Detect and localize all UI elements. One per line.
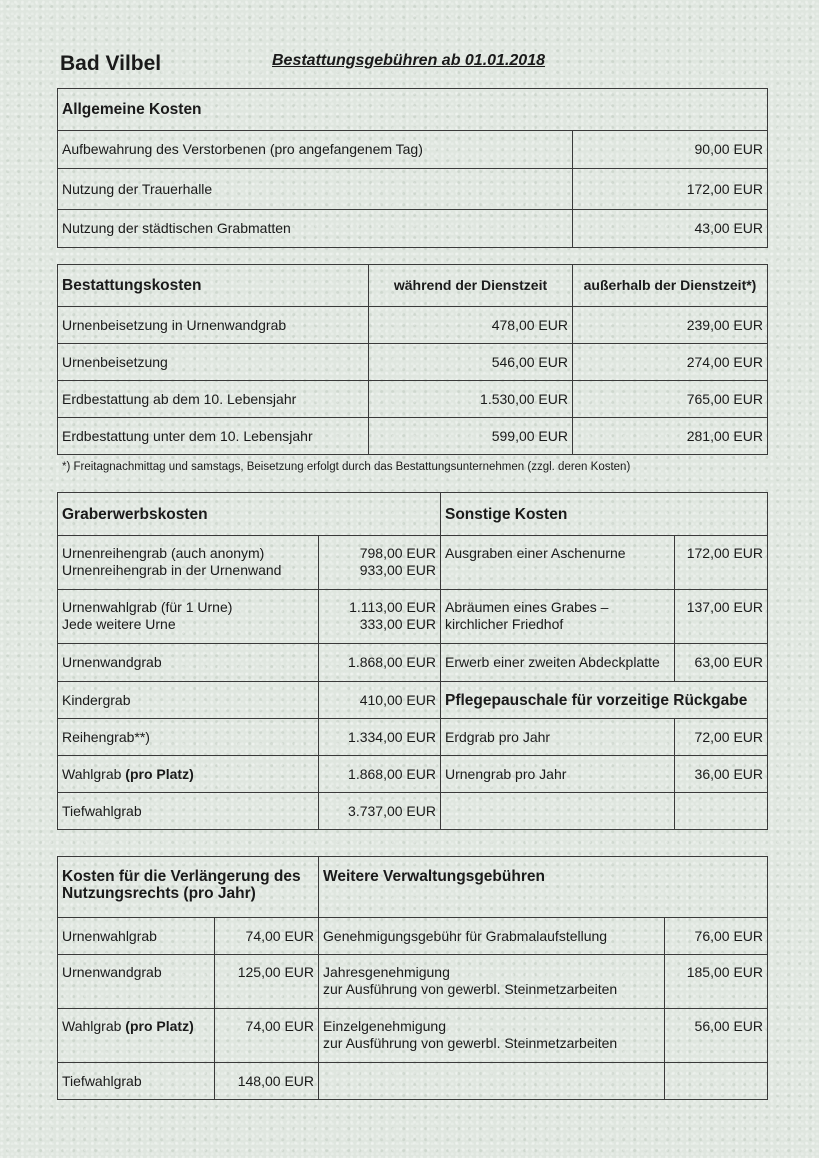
admin-label: Jahresgenehmigung zur Ausführung von gewerbl. Steinmetzarbeiten (319, 955, 665, 1009)
admin-heading: Weitere Verwaltungsgebühren (319, 857, 768, 918)
grave-price: 1.868,00 EUR (319, 756, 441, 793)
admin-price: 76,00 EUR (665, 918, 768, 955)
burial-footnote: *) Freitagnachmittag und samstags, Beisetzung erfolgt durch das Bestattungsunternehmen (zzgl. deren Kosten) (62, 461, 631, 473)
burial-price-in: 599,00 EUR (369, 418, 573, 455)
admin-price: 56,00 EUR (665, 1009, 768, 1063)
admin-label: Genehmigungsgebühr für Grabmalaufstellung (319, 918, 665, 955)
cost-price: 43,00 EUR (573, 210, 768, 248)
cost-price: 172,00 EUR (573, 169, 768, 210)
burial-price-out: 281,00 EUR (573, 418, 768, 455)
table-row (58, 381, 768, 418)
grave-price: 1.113,00 EUR 333,00 EUR (319, 590, 441, 644)
table-row (58, 682, 768, 719)
grave-label: Kindergrab (58, 682, 319, 719)
grave-price: 1.868,00 EUR (319, 644, 441, 682)
grave-label: Urnenwandgrab (58, 644, 319, 682)
document-title: Bestattungsgebühren ab 01.01.2018 (272, 52, 545, 69)
grave-label: Urnenreihengrab (auch anonym) Urnenreihengrab in der Urnenwand (58, 536, 319, 590)
table-row (58, 644, 768, 682)
extension-and-admin-table (57, 856, 768, 1100)
table-row (58, 918, 768, 955)
extension-label: Tiefwahlgrab (58, 1063, 215, 1100)
table-row (58, 131, 768, 169)
burial-label: Erdbestattung unter dem 10. Lebensjahr (58, 418, 369, 455)
general-costs-table (57, 88, 768, 248)
empty-cell (441, 793, 675, 830)
table-row (58, 955, 768, 1009)
care-price: 36,00 EUR (675, 756, 768, 793)
care-heading: Pflegepauschale für vorzeitige Rückgabe (441, 682, 768, 719)
other-heading: Sonstige Kosten (441, 493, 768, 536)
empty-cell (675, 793, 768, 830)
table-row (58, 719, 768, 756)
grave-label: Wahlgrab (pro Platz) (58, 756, 319, 793)
cost-label: Nutzung der Trauerhalle (58, 169, 573, 210)
table-row (58, 210, 768, 248)
table-row (58, 307, 768, 344)
extension-price: 74,00 EUR (215, 918, 319, 955)
burial-label: Urnenbeisetzung (58, 344, 369, 381)
other-label: Abräumen eines Grabes – kirchlicher Friedhof (441, 590, 675, 644)
other-label: Ausgraben einer Aschenurne (441, 536, 675, 590)
grave-price: 3.737,00 EUR (319, 793, 441, 830)
care-label: Urnengrab pro Jahr (441, 756, 675, 793)
table-row (58, 1009, 768, 1063)
extension-label: Urnenwandgrab (58, 955, 215, 1009)
general-heading: Allgemeine Kosten (58, 89, 768, 131)
burial-price-out: 274,00 EUR (573, 344, 768, 381)
extension-price: 148,00 EUR (215, 1063, 319, 1100)
other-price: 172,00 EUR (675, 536, 768, 590)
table-row (58, 590, 768, 644)
admin-price: 185,00 EUR (665, 955, 768, 1009)
empty-cell (665, 1063, 768, 1100)
empty-cell (319, 1063, 665, 1100)
table-row (58, 169, 768, 210)
burial-label: Erdbestattung ab dem 10. Lebensjahr (58, 381, 369, 418)
extension-label: Wahlgrab (pro Platz) (58, 1009, 215, 1063)
other-label: Erwerb einer zweiten Abdeckplatte (441, 644, 675, 682)
other-price: 137,00 EUR (675, 590, 768, 644)
burial-price-out: 239,00 EUR (573, 307, 768, 344)
table-row (58, 756, 768, 793)
burial-label: Urnenbeisetzung in Urnenwandgrab (58, 307, 369, 344)
extension-price: 125,00 EUR (215, 955, 319, 1009)
other-price: 63,00 EUR (675, 644, 768, 682)
burial-price-in: 546,00 EUR (369, 344, 573, 381)
grave-heading: Graberwerbskosten (58, 493, 441, 536)
grave-price: 410,00 EUR (319, 682, 441, 719)
grave-price: 798,00 EUR 933,00 EUR (319, 536, 441, 590)
during-hours-header: während der Dienstzeit (369, 265, 573, 307)
grave-and-other-costs-table (57, 492, 768, 830)
extension-price: 74,00 EUR (215, 1009, 319, 1063)
burial-costs-table (57, 264, 768, 455)
grave-label: Urnenwahlgrab (für 1 Urne) Jede weitere Urne (58, 590, 319, 644)
table-row (58, 1063, 768, 1100)
cost-label: Nutzung der städtischen Grabmatten (58, 210, 573, 248)
table-row (58, 344, 768, 381)
table-row (58, 418, 768, 455)
burial-price-in: 1.530,00 EUR (369, 381, 573, 418)
grave-label: Reihengrab**) (58, 719, 319, 756)
extension-label: Urnenwahlgrab (58, 918, 215, 955)
care-price: 72,00 EUR (675, 719, 768, 756)
burial-price-out: 765,00 EUR (573, 381, 768, 418)
table-row (58, 793, 768, 830)
cost-price: 90,00 EUR (573, 131, 768, 169)
table-row (58, 536, 768, 590)
burial-heading: Bestattungskosten (58, 265, 369, 307)
city-name: Bad Vilbel (60, 52, 162, 75)
extension-heading: Kosten für die Verlängerung des Nutzungsrechts (pro Jahr) (58, 857, 319, 918)
admin-label: Einzelgenehmigung zur Ausführung von gewerbl. Steinmetzarbeiten (319, 1009, 665, 1063)
burial-price-in: 478,00 EUR (369, 307, 573, 344)
after-hours-header: außerhalb der Dienstzeit*) (573, 265, 768, 307)
cost-label: Aufbewahrung des Verstorbenen (pro angefangenem Tag) (58, 131, 573, 169)
grave-label: Tiefwahlgrab (58, 793, 319, 830)
grave-price: 1.334,00 EUR (319, 719, 441, 756)
care-label: Erdgrab pro Jahr (441, 719, 675, 756)
